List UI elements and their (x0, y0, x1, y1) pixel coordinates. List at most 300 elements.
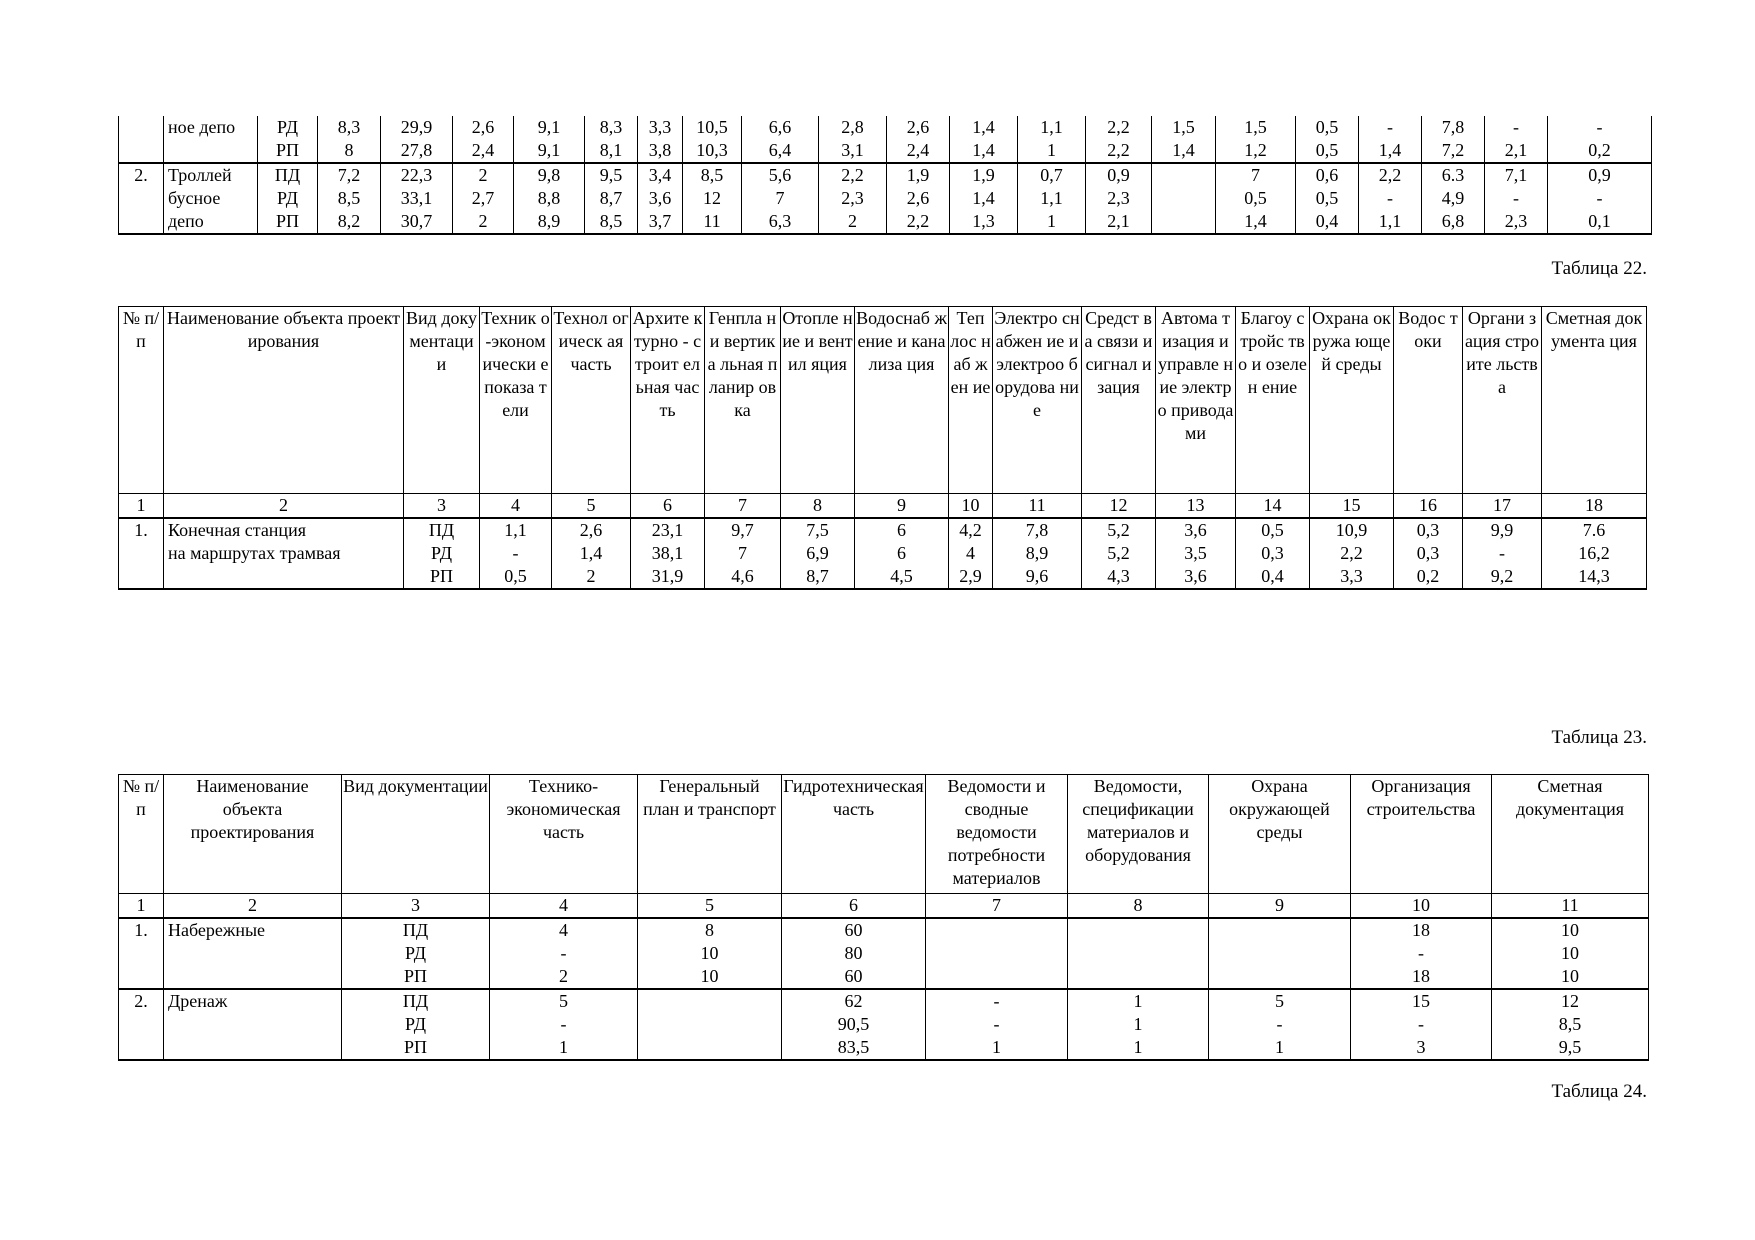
table-22-caption: Таблица 22. (1551, 258, 1647, 279)
table-row (119, 1036, 1649, 1060)
column-header: Наименование объекта проектирования (164, 775, 342, 894)
table-cell (164, 942, 342, 965)
table-cell: 22,3 (381, 163, 453, 187)
table-cell: 2,1 (1485, 139, 1548, 163)
table-cell (164, 139, 258, 163)
table-cell: 1,1 (480, 518, 552, 542)
table-cell (638, 1036, 782, 1060)
column-header: Органи зация строите льства (1463, 307, 1542, 494)
table-cell: 10 (1492, 918, 1649, 942)
column-number: 1 (119, 494, 164, 519)
table-cell: 1,4 (950, 116, 1018, 139)
table-cell: 1,5 (1152, 116, 1216, 139)
table-cell: 0,2 (1548, 139, 1652, 163)
column-header: Вид документации (342, 775, 490, 894)
table-21-continuation (118, 116, 1652, 235)
table-cell: РП (258, 210, 318, 234)
table-cell: 1. (119, 918, 164, 942)
table-cell: 62 (782, 989, 926, 1013)
table-row (119, 1013, 1649, 1036)
table-cell: 1,4 (1359, 139, 1422, 163)
table-cell: 2 (453, 163, 514, 187)
table-cell (119, 210, 164, 234)
column-number: 9 (1209, 894, 1351, 919)
table-cell (638, 1013, 782, 1036)
column-number: 6 (631, 494, 705, 519)
table-row (119, 942, 1649, 965)
column-number: 16 (1394, 494, 1463, 519)
table-cell: Дренаж (164, 989, 342, 1013)
column-number: 15 (1310, 494, 1394, 519)
table-cell: 30,7 (381, 210, 453, 234)
table-cell: ное депо (164, 116, 258, 139)
table-cell: 0,5 (1296, 116, 1359, 139)
table-cell: 2. (119, 163, 164, 187)
table-cell: 9,9 (1463, 518, 1542, 542)
column-header: Организация строительства (1351, 775, 1492, 894)
table-cell (164, 565, 404, 589)
table-cell: 1 (926, 1036, 1068, 1060)
table-cell: 1,4 (950, 187, 1018, 210)
table-cell: 0,5 (1236, 518, 1310, 542)
table-cell: 8,5 (318, 187, 381, 210)
column-header: Вид документации (404, 307, 480, 494)
table-cell: 10,5 (683, 116, 742, 139)
table-cell: 4 (949, 542, 993, 565)
table-cell (119, 116, 164, 139)
table-cell (926, 965, 1068, 989)
table-cell: 6,3 (742, 210, 819, 234)
table-cell: 3,1 (819, 139, 887, 163)
table-cell: 33,1 (381, 187, 453, 210)
table-row (119, 187, 1652, 210)
column-number: 8 (781, 494, 855, 519)
table-cell: 4,5 (855, 565, 949, 589)
table-cell: 8,7 (585, 187, 638, 210)
column-number: 10 (1351, 894, 1492, 919)
table-cell: 31,9 (631, 565, 705, 589)
table-cell: 1,9 (887, 163, 950, 187)
table-cell: 10,3 (683, 139, 742, 163)
column-header: Технол огическ ая часть (552, 307, 631, 494)
column-number: 5 (552, 494, 631, 519)
column-number: 3 (342, 894, 490, 919)
column-header: Отопле ние и вентил яция (781, 307, 855, 494)
table-cell: 3 (1351, 1036, 1492, 1060)
table-cell (119, 187, 164, 210)
table-row (119, 542, 1647, 565)
column-number: 13 (1156, 494, 1236, 519)
table-cell: - (1351, 1013, 1492, 1036)
column-number: 5 (638, 894, 782, 919)
table-cell: 0,5 (1216, 187, 1296, 210)
table-cell: 15 (1351, 989, 1492, 1013)
table-cell: 7 (742, 187, 819, 210)
table-cell: 1,1 (1018, 116, 1086, 139)
column-header: Архите ктурно - строит ельная часть (631, 307, 705, 494)
table-23-caption: Таблица 23. (1551, 727, 1647, 748)
column-header: Охрана окружающей среды (1209, 775, 1351, 894)
table-row (119, 210, 1652, 234)
table-cell: 8,8 (514, 187, 585, 210)
table-cell: 12 (683, 187, 742, 210)
column-number: 7 (926, 894, 1068, 919)
table-cell: 9,5 (1492, 1036, 1649, 1060)
table-cell: 1,1 (1018, 187, 1086, 210)
table-cell: 2,3 (819, 187, 887, 210)
table-cell (1068, 942, 1209, 965)
table-cell: 3,6 (1156, 518, 1236, 542)
table-cell: 1 (1018, 210, 1086, 234)
table-cell: 2,6 (887, 187, 950, 210)
column-header: Благоу стройс тво и озелен ение (1236, 307, 1310, 494)
table-cell (926, 942, 1068, 965)
table-24-caption: Таблица 24. (1551, 1081, 1647, 1102)
column-number: 8 (1068, 894, 1209, 919)
table-cell: 7 (705, 542, 781, 565)
column-header: Средст ва связи и сигнал изация (1082, 307, 1156, 494)
table-cell: 2,2 (1086, 116, 1152, 139)
column-header: Сметная документа ция (1542, 307, 1647, 494)
table-cell: 10,9 (1310, 518, 1394, 542)
column-number: 3 (404, 494, 480, 519)
column-header: Техник о-эконом ически е показа тели (480, 307, 552, 494)
table-cell: 5,2 (1082, 542, 1156, 565)
table-cell: 2,2 (1310, 542, 1394, 565)
table-cell: 6 (855, 542, 949, 565)
table-cell: 0,9 (1086, 163, 1152, 187)
table-cell: 8,2 (318, 210, 381, 234)
table-cell (119, 542, 164, 565)
table-cell (119, 565, 164, 589)
table-cell: - (1485, 187, 1548, 210)
table-cell: 4 (490, 918, 638, 942)
table-cell (1152, 163, 1216, 187)
table-cell: 2,4 (453, 139, 514, 163)
column-number: 18 (1542, 494, 1647, 519)
table-cell: 7,2 (318, 163, 381, 187)
column-header: Наименование объекта проектирования (164, 307, 404, 494)
table-cell: 4,3 (1082, 565, 1156, 589)
table-cell (1068, 965, 1209, 989)
column-number: 11 (1492, 894, 1649, 919)
table-cell: РД (258, 116, 318, 139)
table-cell: 5 (490, 989, 638, 1013)
table-cell: 1,4 (552, 542, 631, 565)
table-cell: 2,7 (453, 187, 514, 210)
table-cell: 8,7 (781, 565, 855, 589)
table-cell: 2,2 (1359, 163, 1422, 187)
table-cell: - (1359, 116, 1422, 139)
table-row (119, 965, 1649, 989)
column-number: 6 (782, 894, 926, 919)
table-cell: 1 (490, 1036, 638, 1060)
table-cell: 6.3 (1422, 163, 1485, 187)
table-cell: 3,4 (638, 163, 683, 187)
table-cell: 2,9 (949, 565, 993, 589)
table-cell: 4,6 (705, 565, 781, 589)
column-header: Генеральный план и транспорт (638, 775, 782, 894)
table-cell: 1,3 (950, 210, 1018, 234)
table-cell: Конечная станция (164, 518, 404, 542)
table-cell (638, 989, 782, 1013)
table-cell: 5 (1209, 989, 1351, 1013)
table-cell: 8,5 (1492, 1013, 1649, 1036)
table-cell: 8,1 (585, 139, 638, 163)
table-cell: 2,8 (819, 116, 887, 139)
column-header: Автома тизация и управле ние электро привода ми (1156, 307, 1236, 494)
column-header: Гидротехническая часть (782, 775, 926, 894)
table-cell: 0,4 (1296, 210, 1359, 234)
table-cell: 10 (638, 942, 782, 965)
table-row (119, 163, 1652, 187)
table-cell (1152, 187, 1216, 210)
table-cell (119, 942, 164, 965)
table-cell: - (480, 542, 552, 565)
header-row (119, 775, 1649, 894)
table-cell: - (490, 1013, 638, 1036)
table-row (119, 565, 1647, 589)
table-cell (164, 965, 342, 989)
table-cell: РД (342, 942, 490, 965)
table-cell: 6,6 (742, 116, 819, 139)
table-cell: 80 (782, 942, 926, 965)
table-cell: 5,6 (742, 163, 819, 187)
table-cell: 7.6 (1542, 518, 1647, 542)
table-cell: 8,5 (585, 210, 638, 234)
table-cell: 23,1 (631, 518, 705, 542)
table-cell: - (926, 989, 1068, 1013)
table-cell: РД (342, 1013, 490, 1036)
table-cell (1068, 918, 1209, 942)
table-cell: ПД (342, 918, 490, 942)
column-number: 11 (993, 494, 1082, 519)
table-cell: 8,9 (993, 542, 1082, 565)
table-cell: 8,5 (683, 163, 742, 187)
table-cell: 0,6 (1296, 163, 1359, 187)
table-cell: 1 (1209, 1036, 1351, 1060)
column-number: 12 (1082, 494, 1156, 519)
table-cell: Троллей (164, 163, 258, 187)
table-cell: 1 (1068, 1013, 1209, 1036)
table-cell (119, 1036, 164, 1060)
table-cell: ПД (258, 163, 318, 187)
table-cell: ПД (342, 989, 490, 1013)
table-cell: 2 (819, 210, 887, 234)
table-cell: 2,3 (1086, 187, 1152, 210)
table-cell: 0,3 (1394, 542, 1463, 565)
table-cell: 7,5 (781, 518, 855, 542)
column-number: 7 (705, 494, 781, 519)
table-cell: 7,2 (1422, 139, 1485, 163)
table-cell: 0,2 (1394, 565, 1463, 589)
table-cell: 9,6 (993, 565, 1082, 589)
table-cell: 2,2 (887, 210, 950, 234)
table-cell: 18 (1351, 918, 1492, 942)
table-cell: 90,5 (782, 1013, 926, 1036)
column-number: 9 (855, 494, 949, 519)
column-header: Охрана окружа ющей среды (1310, 307, 1394, 494)
column-header: Теп лос наб жен ие (949, 307, 993, 494)
column-header: Генпла н и вертика льная планир овка (705, 307, 781, 494)
table-cell: - (926, 1013, 1068, 1036)
table-cell: - (1351, 942, 1492, 965)
table-cell: 9,8 (514, 163, 585, 187)
table-cell: 14,3 (1542, 565, 1647, 589)
table-cell: на маршрутах трамвая (164, 542, 404, 565)
table-cell: 12 (1492, 989, 1649, 1013)
table-cell: 10 (1492, 942, 1649, 965)
table-cell: 7 (1216, 163, 1296, 187)
table-cell: 4,9 (1422, 187, 1485, 210)
table-cell: 6,4 (742, 139, 819, 163)
table-cell: депо (164, 210, 258, 234)
column-header: № п/п (119, 307, 164, 494)
table-cell: 2,3 (1485, 210, 1548, 234)
table-cell: 2,2 (819, 163, 887, 187)
column-header: № п/п (119, 775, 164, 894)
table-cell: 1 (1068, 1036, 1209, 1060)
table-row (119, 918, 1649, 942)
table-cell: 10 (1492, 965, 1649, 989)
table-cell: 2. (119, 989, 164, 1013)
table-cell: 8 (638, 918, 782, 942)
table-cell: 0,3 (1394, 518, 1463, 542)
column-number: 10 (949, 494, 993, 519)
table-cell: 3,5 (1156, 542, 1236, 565)
table-cell: 18 (1351, 965, 1492, 989)
table-23 (118, 774, 1649, 1061)
table-row (119, 116, 1652, 139)
table-cell (119, 139, 164, 163)
column-number: 2 (164, 894, 342, 919)
table-cell (926, 918, 1068, 942)
table-cell: 1 (1068, 989, 1209, 1013)
column-number: 2 (164, 494, 404, 519)
table-cell: 2 (552, 565, 631, 589)
table-cell (164, 1013, 342, 1036)
table-cell: 10 (638, 965, 782, 989)
table-row (119, 518, 1647, 542)
table-cell: Набережные (164, 918, 342, 942)
table-cell: 8 (318, 139, 381, 163)
table-cell (1209, 918, 1351, 942)
table-cell: РП (404, 565, 480, 589)
table-cell: РД (258, 187, 318, 210)
table-22 (118, 306, 1647, 590)
table-cell: 1,2 (1216, 139, 1296, 163)
column-header: Водос токи (1394, 307, 1463, 494)
table-cell: 3,6 (1156, 565, 1236, 589)
table-cell: - (1548, 116, 1652, 139)
table-cell: 1,9 (950, 163, 1018, 187)
table-cell: 60 (782, 965, 926, 989)
table-row (119, 139, 1652, 163)
table-cell: 3,7 (638, 210, 683, 234)
table-cell (1209, 965, 1351, 989)
column-number: 4 (480, 494, 552, 519)
table-cell: 11 (683, 210, 742, 234)
table-cell: - (1463, 542, 1542, 565)
table-cell: РП (258, 139, 318, 163)
table-cell: РП (342, 1036, 490, 1060)
column-number-row (119, 494, 1647, 519)
table-cell: 2 (490, 965, 638, 989)
table-cell: 2,6 (887, 116, 950, 139)
table-cell: РП (342, 965, 490, 989)
column-header: Водоснаб жение и канализа ция (855, 307, 949, 494)
table-cell (1209, 942, 1351, 965)
table-cell: 7,1 (1485, 163, 1548, 187)
table-cell: - (1548, 187, 1652, 210)
column-header: Сметная документация (1492, 775, 1649, 894)
table-cell: 9,5 (585, 163, 638, 187)
table-cell: 3,3 (638, 116, 683, 139)
table-cell: 16,2 (1542, 542, 1647, 565)
table-cell: 0,4 (1236, 565, 1310, 589)
table-cell: 1,1 (1359, 210, 1422, 234)
table-cell: 8,3 (585, 116, 638, 139)
table-cell: 9,1 (514, 139, 585, 163)
table-cell: 3,3 (1310, 565, 1394, 589)
table-row (119, 989, 1649, 1013)
column-number: 14 (1236, 494, 1310, 519)
column-number-row (119, 894, 1649, 919)
table-cell: 6,9 (781, 542, 855, 565)
column-header: Ведомости, спецификации материалов и оборудования (1068, 775, 1209, 894)
table-cell: 5,2 (1082, 518, 1156, 542)
table-cell (164, 1036, 342, 1060)
table-cell: 3,6 (638, 187, 683, 210)
table-cell: 29,9 (381, 116, 453, 139)
table-cell: 0,7 (1018, 163, 1086, 187)
column-number: 4 (490, 894, 638, 919)
table-cell: 7,8 (993, 518, 1082, 542)
table-cell: 0,5 (1296, 187, 1359, 210)
table-cell: 8,3 (318, 116, 381, 139)
table-cell: 0,5 (480, 565, 552, 589)
table-cell: 1,4 (950, 139, 1018, 163)
table-cell: ПД (404, 518, 480, 542)
table-cell: 0,5 (1296, 139, 1359, 163)
table-cell: 6 (855, 518, 949, 542)
table-cell: 0,3 (1236, 542, 1310, 565)
table-cell: 0,1 (1548, 210, 1652, 234)
table-cell: 0,9 (1548, 163, 1652, 187)
table-cell: 2,6 (453, 116, 514, 139)
column-number: 1 (119, 894, 164, 919)
table-cell: 83,5 (782, 1036, 926, 1060)
table-cell: - (1485, 116, 1548, 139)
table-cell: 2,4 (887, 139, 950, 163)
table-cell: - (1209, 1013, 1351, 1036)
table-cell: 9,1 (514, 116, 585, 139)
table-cell: - (1359, 187, 1422, 210)
table-cell: 2,2 (1086, 139, 1152, 163)
table-cell: 2,6 (552, 518, 631, 542)
table-cell (119, 1013, 164, 1036)
table-cell: РД (404, 542, 480, 565)
table-cell: 1 (1018, 139, 1086, 163)
table-cell: 1,4 (1152, 139, 1216, 163)
table-cell: 2,1 (1086, 210, 1152, 234)
table-cell: 6,8 (1422, 210, 1485, 234)
table-cell: 27,8 (381, 139, 453, 163)
column-header: Электро снабжен ие и электроо борудова ние (993, 307, 1082, 494)
table-cell (1152, 210, 1216, 234)
table-cell: 3,8 (638, 139, 683, 163)
table-cell: 1. (119, 518, 164, 542)
